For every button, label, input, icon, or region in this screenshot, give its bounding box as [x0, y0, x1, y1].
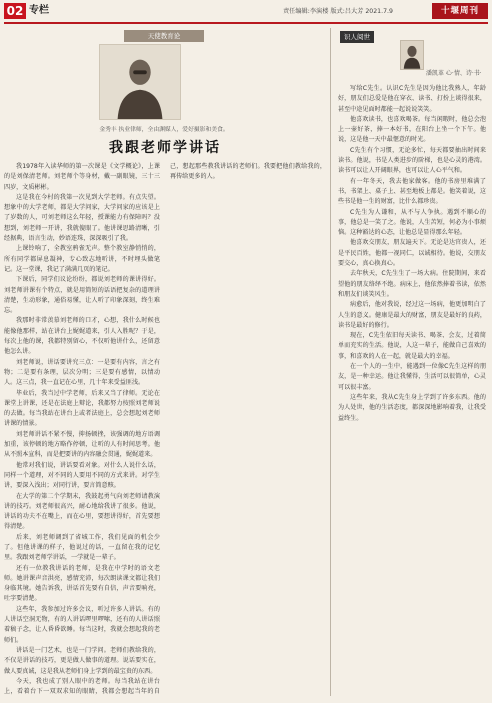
publication-brand: 十堰周刊 [432, 3, 488, 19]
page-number: 02 [4, 3, 26, 19]
paragraph: 在大学的第二个学期末，我鼓起勇气向刘老师请教演讲的技巧。刘老师很高兴，耐心地给我讲了很多。他说，讲话的功夫不在嘴上，而在心里，要想讲得好，首先要想得清楚。 [4, 492, 160, 531]
paragraph: 刘老师讲话不紧不慢，抑扬顿挫，该强调的地方语调加重，该停顿的地方略作停顿，让听的人有时间思考。他从不照本宣科，而是把要讲的内容融会贯通，娓娓道来。 [4, 430, 160, 459]
section-label: 专栏 [29, 5, 49, 16]
paragraph: 他常对我们说，讲话要看对象。对什么人说什么话，同样一个道理，对不同的人要用不同的方式来讲。对学生讲，要深入浅出；对同行讲，要言简意赅。 [4, 461, 160, 490]
paragraph: 后来，刘老师调到了省城工作，我们见面的机会少了。但他讲课的样子，他说过的话，一直留在我的记忆里。我跟刘老师学讲话，一学就是一辈子。 [4, 533, 160, 562]
paragraph: 这些年，我参加过许多会议，听过许多人讲话。有的人讲话空洞无物，有的人讲话啰里啰嗦，还有的人讲话照着稿子念，让人昏昏欲睡。每当这时，我就会想起我的老师们。 [4, 605, 160, 644]
paragraph: C先生有个习惯，无论多忙，每天都要抽出时间来读书。他说，书是人类进步的阶梯，也是心灵的港湾。读书可以让人开阔眼界，也可以让人心平气和。 [338, 146, 486, 175]
page-header [0, 0, 492, 22]
paragraph: 还有一位教我讲话的老师，是我在中学时的语文老师。她讲课声音洪亮，感情充沛，每次朗读课文都让我们身临其境。她告诉我，讲话首先要有自信，声音要响亮，吐字要清楚。 [4, 564, 160, 603]
column-tag: 天使教育论 [124, 30, 204, 42]
left-article [4, 28, 326, 700]
paragraph: 这些年来，我从C先生身上学到了许多东西。他的为人处世，他的生活态度，都深深地影响着我，让我受益终生。 [338, 393, 486, 422]
paragraph: 刘老师说，讲话要讲究三点：一是要有内容，言之有物；二是要有条理，层次分明；三是要有感情，以情动人。这三点，我一直记在心里，几十年来受益匪浅。 [4, 358, 160, 387]
paragraph: 有一年冬天，我去他家做客。他的书房里堆满了书，书架上、桌子上、甚至地板上都是。他笑着说，这些书是他一生的财富，比什么都珍贵。 [338, 177, 486, 206]
paragraph: C先生为人谦和，从不与人争执。遇到不顺心的事，他总是一笑了之。他说，人生苦短，何必为小事烦恼。这种豁达的心态，让他总是显得那么年轻。 [338, 208, 486, 237]
paragraph: 今天，我也成了别人眼中的老师。每当我站在讲台上，看着台下一双双求知的眼睛，我都会想起当年的自己，想起那些教我讲话的老师们。我要把他们教给我的，再传给更多的人。 [4, 163, 326, 696]
article-headline: 我跟老师学讲话 [109, 140, 221, 156]
paragraph: 我那时非常羡慕刘老师的口才，心想，我什么时候也能像他那样，站在讲台上娓娓道来，引人入胜呢？于是，每次上他的课，我都特别留心，不仅听他讲什么，还留意他怎么讲。 [4, 317, 160, 356]
editor-credits: 责任编辑:李演楼 版式:吕大芳 2021.7.9 [283, 8, 393, 15]
side-author-photo [400, 40, 424, 70]
author-silhouette-icon [100, 45, 180, 119]
paragraph: 在一个人的一生中，能遇到一位像C先生这样的朋友，是一种幸运。他让我懂得，生活可以很简单，心灵可以很丰富。 [338, 363, 486, 391]
paragraph: 讲话是一门艺术，也是一门学问。老师们教给我的，不仅是讲话的技巧，更是做人做事的道理。说话要实在，做人要真诚，这是我从老师们身上学到的最宝贵的东西。 [4, 646, 160, 675]
paragraph: 上课铃响了，全教室鸦雀无声。整个教室静悄悄的，所有同学都屏息凝神，专心致志地听讲，不时埋头做笔记。这一堂课，我记了满满几页的笔记。 [4, 245, 160, 273]
paragraph: 去年秋天，C先生生了一场大病。住院期间，来看望他的朋友络绎不绝。病床上，他依然捧着书读，依然和朋友们谈笑风生。 [338, 270, 486, 298]
paragraph: 他喜欢交朋友，朋友遍天下。无论是达官贵人，还是平民百姓，他都一视同仁，以诚相待。他说，交朋友要交心，真心换真心。 [338, 239, 486, 268]
paragraph: 我1978年入读华师的第一次课是《文学概论》，上课的是刘保清老师。刘老师个等身材，戴一副眼镜，三十三四岁，文质彬彬。 [4, 163, 160, 191]
paragraph: 写给C先生。认识C先生是因为他比我熟人，年龄好，朋友们总爱是他在穿衣、读书、打扮上谈得很来，甚至中途见面时都能一起说说笑笑。 [338, 85, 486, 113]
author-caption: 金秀丰 执业律师，全由渊媒人，爱好摄影和美食。 [99, 127, 229, 133]
paragraph: 病愈后，他对我说，经过这一场病，他更加明白了人生的意义。健康是最大的财富，朋友是最好的良药，读书是最好的修行。 [338, 301, 486, 329]
side-author-silhouette-icon [401, 41, 423, 69]
paragraph: 下课后，同学们议论纷纷，都说刘老师的课讲得好。刘老师讲课有个特点，就是用简短的话语把复杂的道理讲清楚，生动形象，通俗易懂，让人听了印象深刻，终生难忘。 [4, 276, 160, 315]
paragraph: 他喜欢读书，也喜欢喝茶。每当闲暇时，他总会泡上一壶好茶，捧一本好书，在阳台上坐一个下午。他说，这是他一天中最惬意的时光。 [338, 115, 486, 144]
side-article-body [338, 84, 486, 696]
side-column-tag: 识人阅世 [340, 31, 374, 43]
paragraph: 毕业后，我当过中学老师，后来又当了律师。无论在课堂上讲课，还是在法庭上辩论，我都努力按照刘老师说的去做。每当我站在讲台上或者法庭上，总会想起刘老师讲课的情景。 [4, 389, 160, 428]
paragraph: 现在，C先生依旧每天读书、喝茶、会友，过着简单而充实的生活。他说，人这一辈子，能做自己喜欢的事，和喜欢的人在一起，就是最大的幸福。 [338, 332, 486, 360]
author-photo-block [4, 28, 326, 150]
header-rule [4, 22, 488, 24]
right-article [336, 28, 488, 700]
side-author-byline: 潘凯革 心·情、诗·书· [426, 70, 482, 77]
article-body [4, 162, 326, 698]
paragraph: 这是我在今村的我第一次见到大学老师。有点失望。想象中的大学老师，都是大学问家，大学问家的应该是上了岁数的人，可刘老师这么年轻，授课能力有保障吗？没想到，刘老师一开讲，我就傻眼了。他讲课思路清晰，引经据典，语言生动，妙语连珠，深深吸引了我。 [4, 193, 160, 243]
column-divider [330, 28, 331, 696]
author-photo [99, 44, 181, 120]
